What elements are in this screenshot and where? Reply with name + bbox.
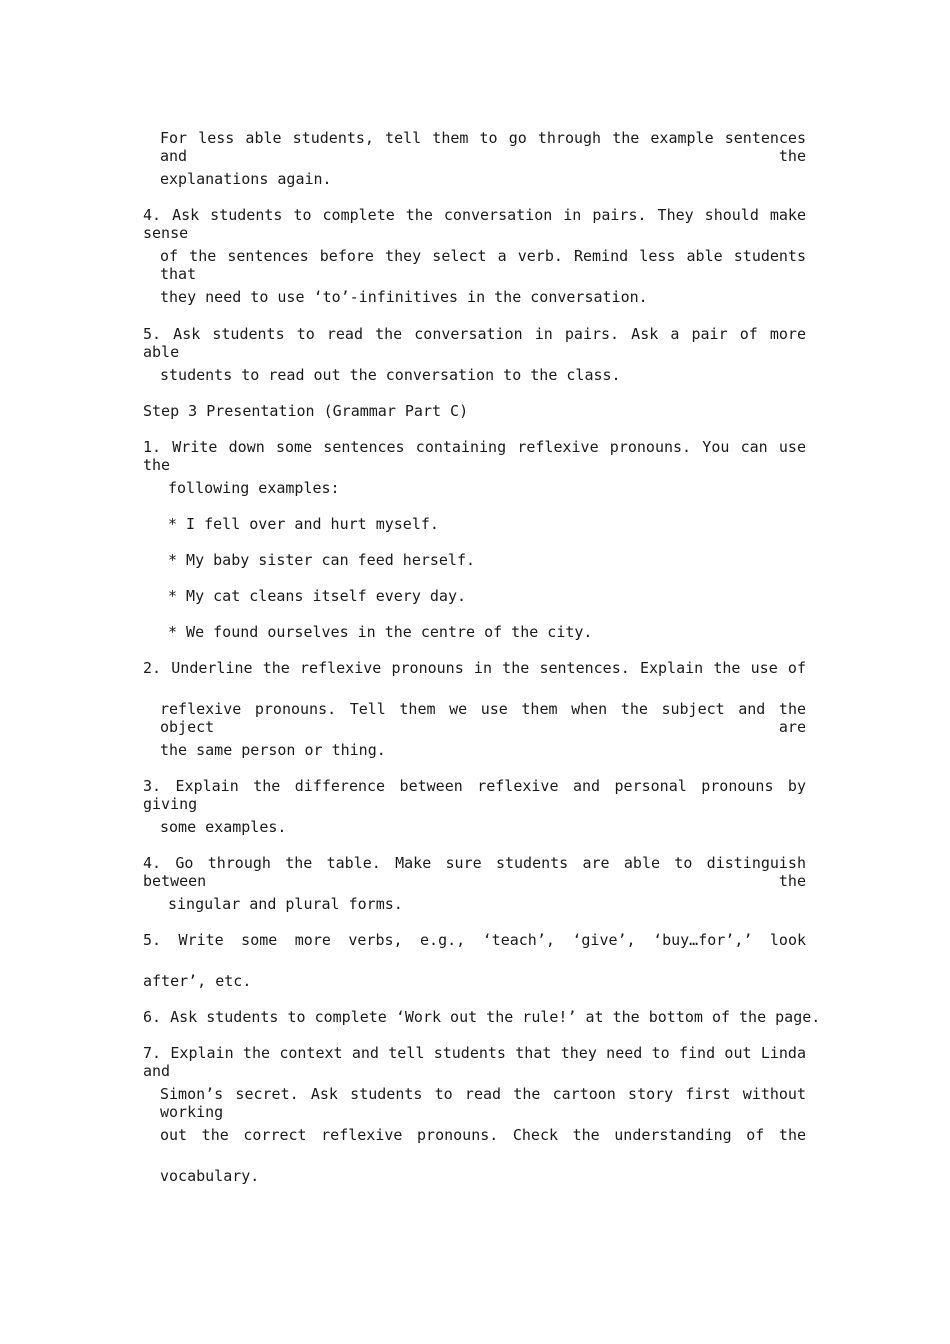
list-item-line: 5. Write some more verbs, e.g., ‘teach’, ‘give’, ‘buy…for’,’ look [143,931,806,949]
text-line: students to read out the conversation to the class. [160,366,621,384]
text-line: explanations again. [160,170,332,188]
text-line: singular and plural forms. [168,895,403,913]
text-line: following examples: [168,479,340,497]
list-item-line: 6. Ask students to complete ‘Work out the rule!’ at the bottom of the page. [143,1008,821,1026]
list-item-line: 4. Ask students to complete the conversation in pairs. They should make sense [143,206,806,242]
text-line: some examples. [160,818,287,836]
section-heading: Step 3 Presentation (Grammar Part C) [143,402,469,420]
example-sentence: * We found ourselves in the centre of the city. [168,623,593,641]
list-item-line: 3. Explain the difference between reflexive and personal pronouns by giving [143,777,806,813]
list-item-line: 2. Underline the reflexive pronouns in the sentences. Explain the use of [143,659,806,677]
text-line: Simon’s secret. Ask students to read the cartoon story first without working [160,1085,806,1121]
example-sentence: * I fell over and hurt myself. [168,515,439,533]
text-line: out the correct reflexive pronouns. Check the understanding of the [160,1126,806,1144]
text-line: reflexive pronouns. Tell them we use them when the subject and the object are [160,700,806,736]
example-sentence: * My baby sister can feed herself. [168,551,476,569]
text-line: of the sentences before they select a verb. Remind less able students that [160,247,806,283]
list-item-line: 1. Write down some sentences containing reflexive pronouns. You can use the [143,438,806,474]
text-line: after’, etc. [143,972,252,990]
list-item-line: 4. Go through the table. Make sure students are able to distinguish between the [143,854,806,890]
text-line: they need to use ‘to’-infinitives in the conversation. [160,288,648,306]
list-item-line: 7. Explain the context and tell students that they need to find out Linda and [143,1044,806,1080]
list-item-line: 5. Ask students to read the conversation in pairs. Ask a pair of more able [143,325,806,361]
example-sentence: * My cat cleans itself every day. [168,587,467,605]
text-line: vocabulary. [160,1167,260,1185]
text-line: For less able students, tell them to go through the example sentences and the [160,129,806,165]
text-line: the same person or thing. [160,741,386,759]
